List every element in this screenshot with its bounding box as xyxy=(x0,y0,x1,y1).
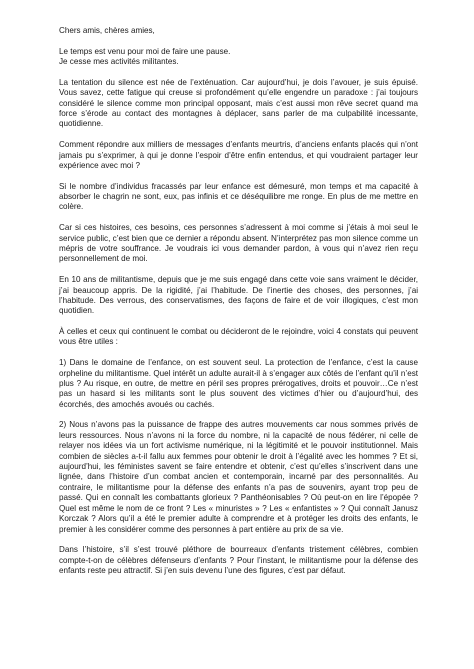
paragraph: À celles et ceux qui continuent le combat ou décideront de le rejoindre, voici 4 constats qui peuvent vous être utiles : xyxy=(59,327,418,347)
paragraph: En 10 ans de militantisme, depuis que je me suis engagé dans cette voie sans vraiment le décider, j’ai beaucoup appris. De la rigidité, j’ai l’habitude. De l’inertie des choses, des personnes, j’ai l’habitude. Des verrous, des conservatismes, des façons de faire et de voir illogiques, c’est mon quotidien. xyxy=(59,275,418,316)
paragraph: Car si ces histoires, ces besoins, ces personnes s’adressent à moi comme si j’étais à moi seul le service public, c’est bien que ce dernier a répondu absent. N’interprétez pas mon silence comme un mépris de votre souffrance. Je voudrais ici vous demander pardon, à vous qui n’avez rien reçu personnellement de moi. xyxy=(59,223,418,264)
intro-paragraph xyxy=(59,47,418,68)
paragraph: Comment répondre aux milliers de messages d’enfants meurtris, d’anciens enfants placés qui n’ont jamais pu s’exprimer, à qui je donne l’espoir d’être enfin entendus, et qui voudraient partager leur expérience avec moi ? xyxy=(59,140,418,170)
paragraph: Si le nombre d’individus fracassés par leur enfance est démesuré, mon temps et ma capacité à absorber le chagrin ne sont, eux, pas infinis et ce déséquilibre me ronge. En plus de me mettre en colère. xyxy=(59,181,418,212)
letter-body xyxy=(59,26,418,587)
paragraph: La tentation du silence est née de l’exténuation. Car aujourd’hui, je dois l’avouer, je suis épuisé. Vous savez, cette fatigue qui creuse si profondément qu’elle engendre un paradoxe : j’ai toujours considéré le silence comme mon principal opposant, mais c’est aussi mon rêve secret quand ma force s’érode au contact des montagnes à déplacer, sans parler de ma culpabilité incessante, quotidienne. xyxy=(59,77,418,129)
paragraph: Dans l’histoire, s’il s’est trouvé pléthore de bourreaux d’enfants tristement célèbres, combien compte-t-on de célèbres défenseurs d’enfants ? Pour l’instant, le militantisme pour la défense des enfants reste peu attractif. Si j’en suis devenu l’une des figures, c’est par défaut. xyxy=(59,545,418,576)
greeting: Chers amis, chères amies, xyxy=(59,26,155,35)
intro-line: Je cesse mes activités militantes. xyxy=(59,57,179,67)
paragraph: 1) Dans le domaine de l’enfance, on est souvent seul. La protection de l’enfance, c’est la cause orpheline du militantisme. Quel intérêt un adulte aurait-il à s’engager aux côtés de l’enfant qu’il n’est plus ? Au risque, en outre, de mettre en péril ses propres prérogatives, droits et pouvoir…Ce n’est pas un hasard si les militants sont le plus souvent des victimes d’hier ou d’aujourd’hui, des écorchés, des amochés avoués ou cachés. xyxy=(59,358,418,409)
intro-line: Le temps est venu pour moi de faire une pause. xyxy=(59,46,231,56)
paragraph: 2) Nous n’avons pas la puissance de frappe des autres mouvements car nous sommes privés de leurs ressources. Nous n’avons ni la force du nombre, ni la capacité de nous fédérer, ni celle de relayer nos idées via un fort activisme numérique, ni la légitimité et le pouvoir institutionnel. Mais combien de siècles a-t-il fallu aux femmes pour obtenir le droit à l’égalité avec les hommes ? Et si, aujourd’hui, les féministes savent se faire entendre et obtenir, c’est qu’elles s’inscrivent dans une lignée, dans l’histoire d’un combat ancien et contemporain, incarné par des personnalités. Au contraire, le militantisme pour la défense des enfants n’a pas de souvenirs, ayant trop peu de passé. Qui en connaît les combattants glorieux ? Panthéonisables ? Où peut-on en lire l’épopée ? Quel est même le nom de ce front ? Les « minuristes » ? Les « enfantistes » ? Qui connaît Janusz Korczak ? Alors qu’il a été le premier adulte à comprendre et à protéger les droits des enfants, le premier à les considérer comme des personnes à part entière au prix de sa vie. xyxy=(59,420,418,534)
